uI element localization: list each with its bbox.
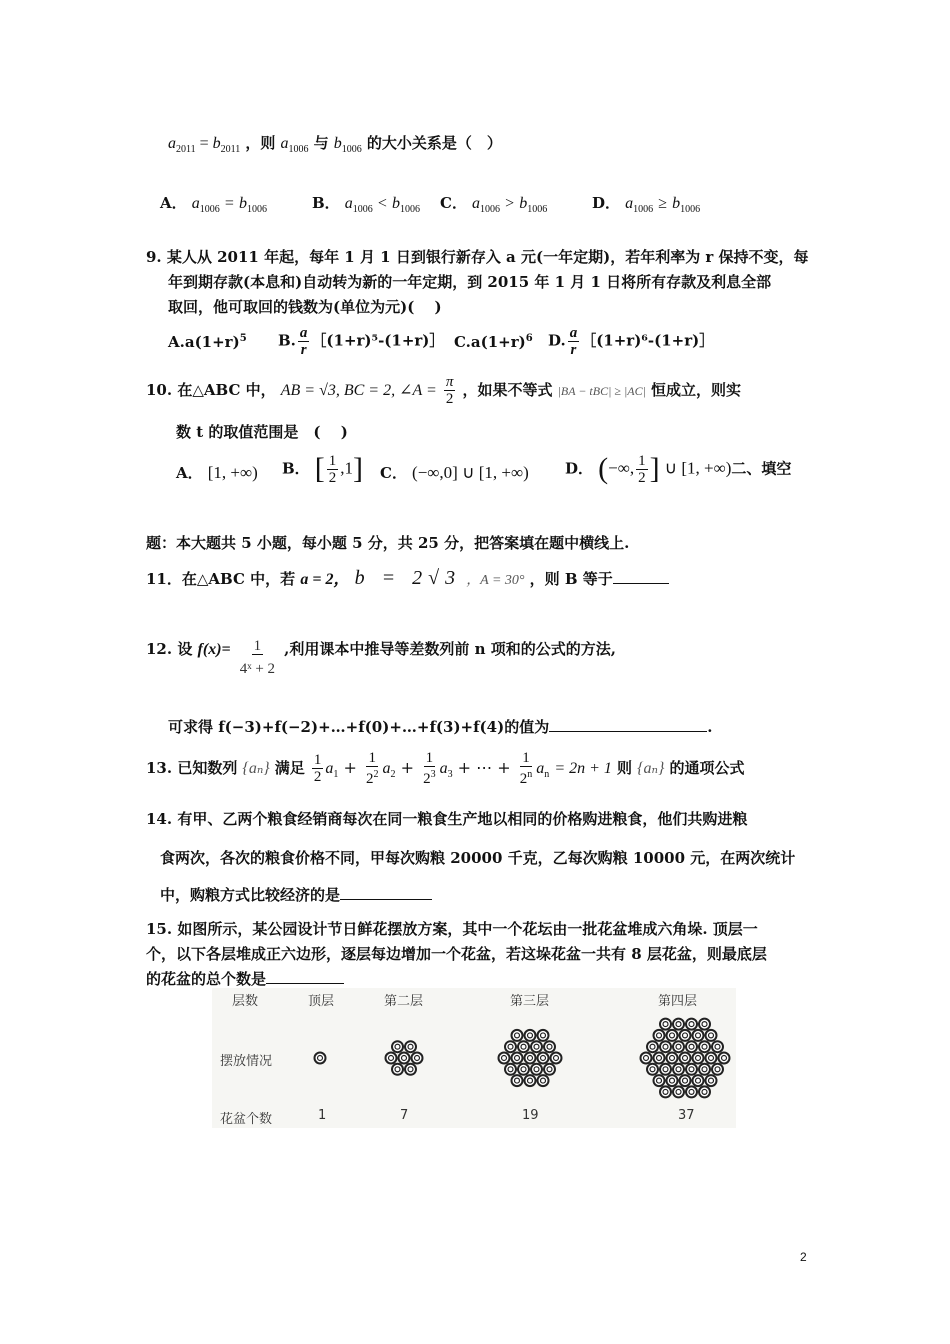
flowerpot: [686, 1041, 697, 1052]
flowerpot: [660, 1019, 671, 1030]
flowerpot: [538, 1053, 549, 1064]
figure-count-2: 7: [400, 1108, 409, 1123]
flowerpot: [647, 1041, 658, 1052]
flowerpot: [525, 1075, 536, 1086]
flowerpot: [673, 1086, 684, 1097]
flowerpot: [660, 1041, 671, 1052]
flowerpot: [706, 1053, 717, 1064]
figure-layer-4: 第四层: [658, 994, 698, 1009]
flowerpot: [660, 1086, 671, 1097]
flowerpot: [654, 1053, 665, 1064]
flowerpot: [693, 1030, 704, 1041]
flowerpot: [673, 1019, 684, 1030]
flowerpot: [505, 1064, 516, 1075]
figure-row-header: 层数: [232, 994, 259, 1009]
q9-option-b: B. $\frac{a}{r}$ ［(1+r)⁵-(1+r)］: [278, 325, 445, 358]
flowerpot: [686, 1064, 697, 1075]
flowerpot: [399, 1053, 410, 1064]
flowerpot: [699, 1041, 710, 1052]
flowerpot: [680, 1030, 691, 1041]
q10-option-b: B． [ $\frac{1}{2}$ ,1]: [282, 452, 364, 486]
flowerpot: [505, 1041, 516, 1052]
flowerpot: [512, 1053, 523, 1064]
flowerpot: [544, 1041, 555, 1052]
flowerpot: [518, 1064, 529, 1075]
q9-line3: 取回，他可取回的钱数为(单位为元)( ): [168, 298, 442, 316]
figure-count-1: 1: [318, 1108, 327, 1123]
flowerpot: [699, 1086, 710, 1097]
q8-option-d: D． $a_{1006} \ge b_{1006}$: [592, 194, 701, 216]
flowerpot: [706, 1075, 717, 1086]
figure-row-layout: 摆放情况: [220, 1054, 273, 1069]
q11: 11．在△ABC 中，若 a = 2， b = 2√3 ，A = 30° ，则 B 等于: [146, 566, 669, 590]
q10-options: [176, 452, 816, 504]
flowerpot: [525, 1053, 536, 1064]
flowerpot: [315, 1053, 326, 1064]
flowerpot: [525, 1030, 536, 1041]
flowerpot-figure: [212, 988, 736, 1128]
flowerpot-hexagons: [212, 1002, 736, 1112]
q8-option-b: B． $a_{1006} < b_{1006}$: [312, 194, 420, 216]
q8-option-a: A． $a_{1006} = b_{1006}$: [160, 194, 267, 216]
pot-hexagon-layer-1: [315, 1053, 326, 1064]
flowerpot: [680, 1075, 691, 1086]
flowerpot: [673, 1064, 684, 1075]
flowerpot: [518, 1041, 529, 1052]
flowerpot: [538, 1075, 549, 1086]
flowerpot: [512, 1030, 523, 1041]
figure-layer-2: 第二层: [384, 994, 424, 1009]
q15-line3: 的花盆的总个数是: [146, 968, 344, 989]
q9-line1: 9. 某人从 2011 年起，每年 1 月 1 日到银行新存入 a 元(一年定期)，若年利率为 r 保持不变，每: [146, 248, 809, 266]
flowerpot: [531, 1064, 542, 1075]
flowerpot: [686, 1086, 697, 1097]
flowerpot: [660, 1064, 671, 1075]
figure-count-3: 19: [522, 1108, 539, 1123]
flowerpot: [405, 1041, 416, 1052]
flowerpot: [641, 1053, 652, 1064]
q8-condition: $a_{2011} = b_{2011}$ ，则 $a_{1006}$ 与 $b_{1006}$ 的大小关系是（ ）: [168, 134, 502, 156]
q10-option-c: C． (−∞,0] ∪ [1, +∞): [380, 463, 529, 482]
flowerpot: [544, 1064, 555, 1075]
flowerpot: [499, 1053, 510, 1064]
flowerpot: [667, 1030, 678, 1041]
flowerpot: [512, 1075, 523, 1086]
q10-option-a: A． [1, +∞): [176, 463, 258, 482]
flowerpot: [667, 1053, 678, 1064]
q12-line1: 12. 设 f(x)= $\frac{1}{\text{4ˣ + 2}}$ ,利用课本中推导等差数列前 n 项和的公式的方法,: [146, 638, 616, 677]
flowerpot: [667, 1075, 678, 1086]
figure-layer-3: 第三层: [510, 994, 550, 1009]
q9-line2: 年到期存款(本息和)自动转为新的一年定期，到 2015 年 1 月 1 日将所有存款及利息全部: [168, 273, 772, 291]
pot-hexagon-layer-2: [386, 1041, 423, 1075]
flowerpot: [712, 1041, 723, 1052]
q10-line1: 10. 在△ABC 中， AB = √3, BC = 2, ∠A = $\frac{\pi}{2}$ ，如果不等式 |BA − tBC| ≥ |AC| 恒成立，则实: [146, 374, 742, 407]
flowerpot: [647, 1064, 658, 1075]
q14-line3: 中，购粮方式比较经济的是: [160, 884, 432, 905]
flowerpot: [538, 1030, 549, 1041]
flowerpot: [686, 1019, 697, 1030]
flowerpot: [654, 1030, 665, 1041]
figure-layer-1: 顶层: [308, 994, 335, 1009]
q9-option-d: D. $\frac{a}{r}$ ［(1+r)⁶-(1+r)］: [548, 325, 715, 358]
figure-count-4: 37: [678, 1108, 695, 1123]
q14-line1: 14. 有甲、乙两个粮食经销商每次在同一粮食生产地以相同的价格购进粮食，他们共购进粮: [146, 810, 748, 828]
flowerpot: [719, 1053, 730, 1064]
flowerpot: [699, 1019, 710, 1030]
flowerpot: [392, 1064, 403, 1075]
q15-line2: 个，以下各层堆成正六边形，逐层每边增加一个花盆，若这垛花盆一共有 8 层花盆，则最底层: [146, 945, 767, 963]
section-two-heading: 题：本大题共 5 小题，每小题 5 分，共 25 分，把答案填在题中横线上.: [146, 534, 630, 552]
page-number: 2: [800, 1250, 807, 1264]
flowerpot: [531, 1041, 542, 1052]
q14-line2: 食两次，各次的粮食价格不同，甲每次购粮 20000 千克，乙每次购粮 10000 元，在两次统计: [160, 849, 796, 867]
q9-option-c: $C.a(1+r)^6$: [454, 333, 533, 351]
flowerpot: [706, 1030, 717, 1041]
flowerpot: [392, 1041, 403, 1052]
figure-row-count: 花盆个数: [220, 1112, 273, 1127]
flowerpot: [551, 1053, 562, 1064]
q15-line1: 15. 如图所示，某公园设计节日鲜花摆放方案，其中一个花坛由一批花盆堆成六角垛. 顶层一: [146, 920, 758, 938]
flowerpot: [712, 1064, 723, 1075]
flowerpot: [693, 1075, 704, 1086]
flowerpot: [654, 1075, 665, 1086]
flowerpot: [386, 1053, 397, 1064]
pot-hexagon-layer-4: [641, 1019, 730, 1098]
flowerpot: [699, 1064, 710, 1075]
q13: 13. 已知数列 {aₙ} 满足 $\frac{1}{2}$ $a_1$ + $\frac{1}{2^2}$ $a_2$ + $\frac{1}{2^3}$ $a_3$ + ⋯ + $\frac{1}{2^n}$ $a_n = 2n + 1$ 则 {aₙ} 的通项公式: [146, 750, 745, 787]
pot-hexagon-layer-3: [499, 1030, 562, 1086]
q10-line2: 数 t 的取值范围是 ( ): [176, 423, 348, 441]
flowerpot: [693, 1053, 704, 1064]
flowerpot: [680, 1053, 691, 1064]
q12-line2: 可求得 f(−3)+f(−2)+…+f(0)+…+f(3)+f(4)的值为 .: [168, 718, 713, 736]
q9-options: [168, 325, 788, 365]
q8-option-c: C． $a_{1006} > b_{1006}$: [440, 194, 548, 216]
flowerpot: [673, 1041, 684, 1052]
flowerpot: [405, 1064, 416, 1075]
q9-option-a: $A.a(1+r)^5$: [168, 333, 247, 351]
q10-option-d: D． (−∞, $\frac{1}{2}$ ] ∪ [1, +∞)二、填空: [565, 452, 792, 486]
flowerpot: [412, 1053, 423, 1064]
